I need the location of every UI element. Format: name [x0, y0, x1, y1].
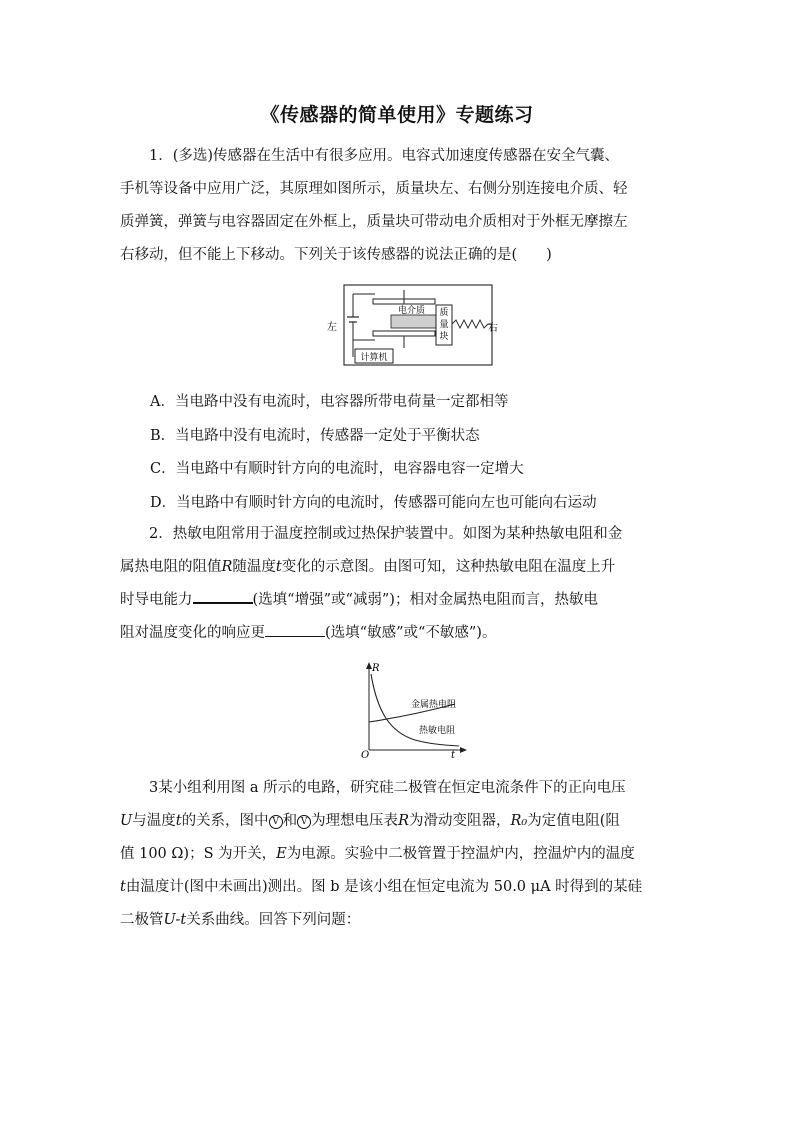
question-1-text [120, 140, 680, 272]
q1-line: 右移动，但不能上下移动。下列关于该传感器的说法正确的是( ) [120, 247, 552, 263]
y-axis-label: R [372, 663, 380, 674]
q2-var-t: t [275, 559, 282, 575]
voltmeter-v1-icon: V [269, 815, 283, 829]
q1-option-d: D．当电路中有顺时针方向的电流时，传感器可能向左也可能向右运动 [150, 495, 597, 511]
q2-text: 变化的示意图。由图可知，这种热敏电阻在温度上升 [281, 559, 616, 575]
q3-line [120, 805, 680, 838]
q2-text: 阻对温度变化的响应更 [120, 625, 265, 641]
q2-resistance-graph [355, 660, 475, 760]
q2-text: (选填“敏感”或“不敏感”)。 [325, 625, 497, 641]
q3-var-t: t [120, 879, 126, 895]
answer-blank-1[interactable] [193, 588, 253, 604]
q3-text: 关系曲线。回答下列问题： [186, 912, 361, 928]
q3-text: 为定值电阻(阻 [527, 813, 620, 829]
q3-var-R: R [398, 813, 409, 829]
voltmeter-v2-icon: V [297, 815, 311, 829]
q2-line [120, 551, 680, 584]
q1-option-b: B．当电路中没有电流时，传感器一定处于平衡状态 [150, 428, 480, 444]
right-label: 右 [488, 323, 498, 334]
mass-label: 量 [439, 320, 449, 330]
q2-text: (选填“增强”或“减弱”)；相对金属热电阻而言，热敏电 [252, 592, 598, 608]
question-3-text [120, 772, 680, 937]
q3-text: 二极管 [120, 912, 164, 928]
q2-line [120, 584, 680, 617]
q3-var-R0: R₀ [510, 813, 528, 829]
q3-line: 3某小组利用图 a 所示的电路，研究硅二极管在恒定电流条件下的正向电压 [149, 780, 626, 796]
question-2-text [120, 518, 680, 650]
q1-line: 1．(多选)传感器在生活中有很多应用。电容式加速度传感器在安全气囊、 [149, 148, 620, 164]
q3-var-E: E [276, 846, 287, 862]
left-label: 左 [327, 322, 337, 333]
answer-blank-2[interactable] [265, 622, 325, 637]
q3-text: 的关系，图中 [181, 813, 269, 829]
q2-text: 时导电能力 [120, 592, 193, 608]
q2-text: 随温度 [232, 559, 276, 575]
q3-text: 和 [282, 813, 298, 829]
q1-line: 质弹簧，弹簧与电容器固定在外框上，质量块可带动电介质相对于外框无摩擦左 [120, 214, 628, 230]
q3-var-t: t [175, 813, 182, 829]
q1-line: 手机等设备中应用广泛，其原理如图所示，质量块左、右侧分别连接电介质、轻 [120, 181, 628, 197]
q3-text: 为理想电压表 [311, 813, 399, 829]
dielectric-label: 电介质 [398, 306, 426, 316]
metal-resistor-label: 金属热电阻 [411, 700, 457, 710]
q3-text: 为滑动变阻器， [408, 813, 511, 829]
mass-label: 质 [439, 308, 449, 318]
q3-var-Ut: U-t [163, 912, 187, 928]
q3-line [120, 871, 680, 904]
q2-var-R: R [221, 559, 233, 575]
q3-text: 与温度 [132, 813, 176, 829]
origin-label: O [361, 750, 370, 760]
q3-text: 由温度计(图中未画出)测出。图 b 是该小组在恒定电流为 50.0 μA 时得到的某硅 [125, 879, 643, 895]
q3-text: 为电源。实验中二极管置于控温炉内，控温炉内的温度 [286, 846, 635, 862]
q3-text: 值 100 Ω)；S 为开关， [120, 846, 277, 862]
q2-line [120, 617, 680, 650]
q3-line [120, 904, 680, 937]
page-title: 《传感器的简单使用》专题练习 [260, 104, 534, 126]
q1-capacitor-figure [325, 282, 500, 368]
q2-line: 2．热敏电阻常用于温度控制或过热保护装置中。如图为某种热敏电阻和金 [149, 526, 623, 542]
mass-label: 块 [439, 332, 449, 342]
q3-var-U: U [120, 813, 133, 829]
q1-option-a: A．当电路中没有电流时，电容器所带电荷量一定都相等 [150, 394, 509, 410]
q3-line [120, 838, 680, 871]
q2-text: 属热电阻的阻值 [120, 559, 222, 575]
thermistor-label: 热敏电阻 [419, 726, 456, 736]
computer-label: 计算机 [360, 353, 388, 363]
q1-option-c: C．当电路中有顺时针方向的电流时，电容器电容一定增大 [150, 461, 524, 477]
x-axis-label: t [451, 750, 456, 760]
